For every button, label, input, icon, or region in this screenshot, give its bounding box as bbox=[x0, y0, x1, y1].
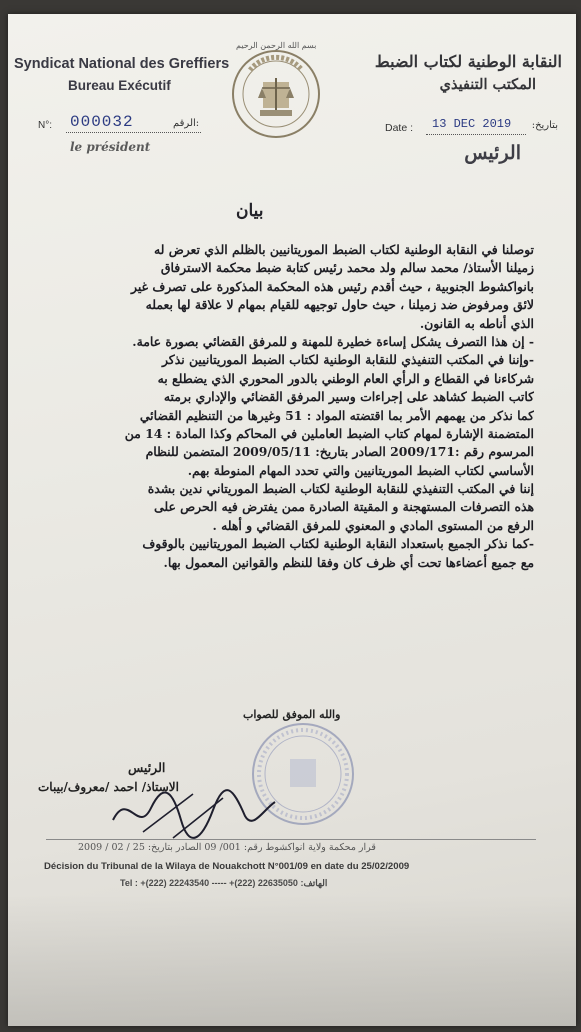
body-line: الذي أناطه به القانون. bbox=[419, 315, 534, 331]
date-dotted-line bbox=[426, 134, 526, 135]
letter-page bbox=[8, 14, 576, 1026]
signatory-title: الرئيس bbox=[128, 760, 166, 775]
signatory-name: الاستاذ/ احمد /معروف/بيبات bbox=[38, 780, 179, 794]
president-label-fr: le président bbox=[70, 140, 151, 154]
closing-phrase: والله الموفق للصواب bbox=[243, 708, 341, 721]
page-shadow bbox=[8, 894, 576, 1026]
bureau-name-ar: المكتب التنفيذي bbox=[439, 76, 536, 93]
body-line: شركاءنا في القطاع و الرأي العام الوطني بالدور المحوري الذي يضطلع به bbox=[157, 370, 534, 386]
footer-divider bbox=[46, 839, 536, 840]
number-label-ar: الرقم: bbox=[173, 118, 200, 129]
body-line: كما نذكر من يهمهم الأمر بما اقتضته المواد : 51 وغيرها من التنظيم القضائي bbox=[139, 407, 534, 423]
body-line: زميلنا الأستاذ/ محمد سالم ولد محمد رئيس كتابة ضبط محكمة الاسترفاق bbox=[160, 260, 534, 276]
reference-number: 000032 bbox=[70, 113, 134, 131]
body-line: المتضمنة الإشارة لمهام كتاب الضبط العاملين في المحاكم وكذا المادة : 14 من bbox=[124, 425, 534, 441]
statement-body bbox=[44, 241, 534, 572]
body-line: -وإننا في المكتب التنفيذي للنقابة الوطنية لكتاب الضبط الموريتانيين نذكر bbox=[161, 352, 534, 368]
org-name-ar: النقابة الوطنية لكتاب الضبط bbox=[374, 52, 562, 71]
body-line: الأساسي لكتاب الضبط الموريتانيين والتي تحدد المهام المنوطة بهم. bbox=[187, 462, 534, 478]
body-line: - إن هذا التصرف يشكل إساءة خطيرة للمهنة و للمرفق القضائي بصورة عامة. bbox=[132, 333, 534, 349]
body-line: كاتب الضبط كشاهد على إجراءات وسير المرفق القضائي والإداري برمته bbox=[163, 389, 534, 405]
body-line: المرسوم رقم :2009/171 الصادر بتاريخ: 2009/05/11 المتضمن للنظام bbox=[145, 444, 534, 460]
bismillah: بسم الله الرحمن الرحيم bbox=[236, 41, 317, 50]
body-line: بانواكشوط الجنوبية ، حيث أقدم رئيس هذه المحكمة المذكورة على تصرف غير bbox=[130, 278, 534, 294]
date-stamp: 13 DEC 2019 bbox=[432, 117, 512, 131]
date-label: Date : bbox=[385, 122, 414, 134]
body-line: توصلنا في النقابة الوطنية لكتاب الضبط الموريتانيين بالظلم الذي تعرض له bbox=[153, 242, 534, 257]
body-line: لائق ومرفوض ضد زميلنا ، حيث حاول توجيهه للقيام بمهام لا علاقة لها بعمله bbox=[145, 297, 534, 313]
body-line: -كما نذكر الجميع باستعداد النقابة الوطنية لكتاب الضبط الموريتانيين بالوقوف bbox=[142, 536, 534, 552]
document-title: بيان bbox=[236, 201, 264, 221]
president-label-ar: الرئيس bbox=[464, 142, 521, 164]
org-name-fr: Syndicat National des Greffiers bbox=[14, 56, 230, 72]
footer-decision-ar: قرار محكمة ولاية انواكشوط رقم: 001/ 09 الصادر بتاريخ: 25 / 02 / 2009 bbox=[78, 842, 376, 853]
body-line: الرفع من المستوى المادي و المعنوي للمرفق القضائي و أهله . bbox=[212, 517, 534, 533]
number-label: N°: bbox=[38, 120, 52, 131]
number-dotted-line bbox=[66, 132, 201, 133]
union-logo-seal bbox=[230, 48, 322, 140]
body-line: إننا في المكتب التنفيذي للنقابة الوطنية لكتاب الضبط الموريتاني ندين بشدة bbox=[147, 481, 534, 497]
footer-decision-fr: Décision du Tribunal de la Wilaya de Nouakchott N°001/09 en date du 25/02/2009 bbox=[44, 861, 410, 872]
date-label-ar: بتاريخ: bbox=[531, 120, 558, 131]
body-line: هذه التصرفات المستهجنة و المقيتة الصادرة ممن يفترض فيه الحرص على bbox=[154, 499, 534, 515]
body-line: مع جميع أعضاءها تحت أي ظرف كان وفقا للنظم والقوانين المعمول بها. bbox=[163, 554, 534, 570]
footer-phone: Tel : +(222) 22243540 ----- +(222) 22635050 :الهاتف bbox=[120, 878, 328, 888]
bureau-name-fr: Bureau Exécutif bbox=[68, 78, 171, 93]
